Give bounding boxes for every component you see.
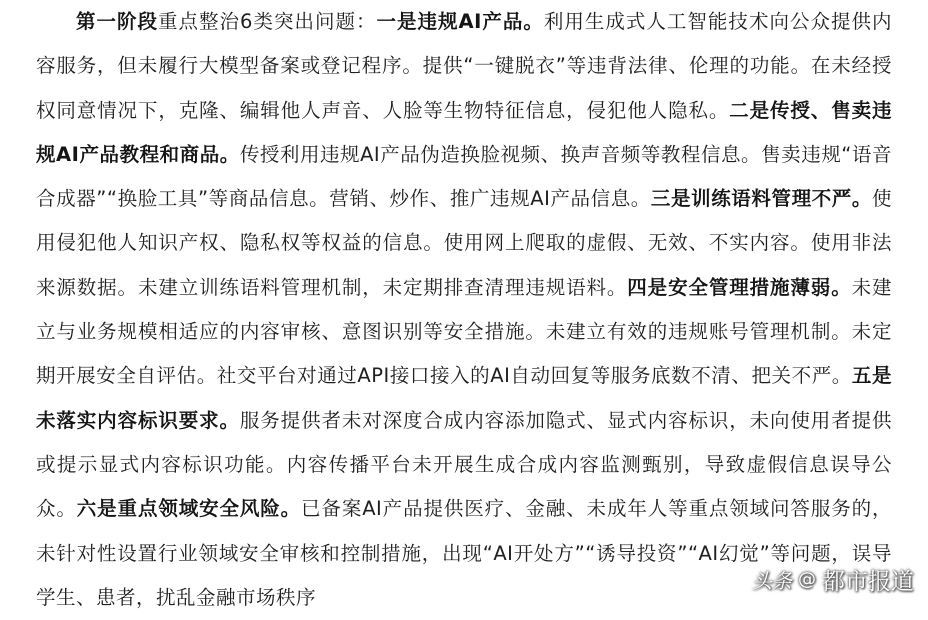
article-paragraph (36, 0, 892, 620)
watermark (752, 563, 914, 596)
body-text-segment: 服务提供者未对深度合成内容添加隐式、显式内容标识，未向使用者提供或提示显式内容标识功能。内容传播平台未开展生成合成内容监测甄别，导致虚假信息误导公众。 (36, 408, 892, 521)
body-text-segment: 传授利用违规AI产品伪造换脸视频、换声音频等教程信息。售卖违规“语音合成器”“换脸工具”等商品信息。营销、炒作、推广违规AI产品信息。 (36, 142, 892, 211)
bold-heading-segment: 五是未落实内容标识要求。 (36, 364, 892, 432)
watermark-at: @ (798, 569, 816, 590)
body-text-segment: 已备案AI产品提供医疗、金融、未成年人等重点领域问答服务的，未针对性设置行业领域安全审核和控制措施，出现“AI开处方”“诱导投资”“AI幻觉”等问题，误导学生、患者，扰乱金融市场秩序 (36, 497, 892, 609)
body-text-segment: 使用侵犯他人知识产权、隐私权等权益的信息。使用网上爬取的虚假、无效、不实内容。使用非法来源数据。未建立训练语料管理机制，未定期排查清理违规语料。 (36, 187, 892, 299)
body-text-segment: 重点整治6类突出问题： (158, 10, 377, 33)
watermark-account: 都市报道 (822, 569, 914, 595)
bold-heading-segment: 三是训练语料管理不严。 (650, 187, 872, 211)
article-body (36, 0, 892, 620)
watermark-logo: 头条 (752, 569, 792, 593)
bold-heading-segment: 二是传授、售卖违规AI产品教程和商品。 (36, 98, 892, 166)
body-text-segment: 利用生成式人工智能技术向公众提供内容服务，但未履行大模型备案或登记程序。提供“一键脱衣”等违背法律、伦理的功能。在未经授权同意情况下，克隆、编辑他人声音、人脸等生物特征信息，侵犯他人隐私。 (36, 10, 892, 122)
bold-heading-segment: 四是安全管理措施薄弱。 (627, 275, 852, 299)
bold-heading-segment: 六是重点领域安全风险。 (76, 497, 302, 521)
body-text-segment: 未建立与业务规模相适应的内容审核、意图识别等安全措施。未建立有效的违规账号管理机制。未定期开展安全自评估。社交平台对通过API接口接入的AI自动回复等服务底数不清、把关不严。 (36, 275, 892, 388)
bold-heading-segment: 第一阶段 (76, 10, 159, 33)
bold-heading-segment: 一是违规AI产品。 (376, 10, 544, 33)
